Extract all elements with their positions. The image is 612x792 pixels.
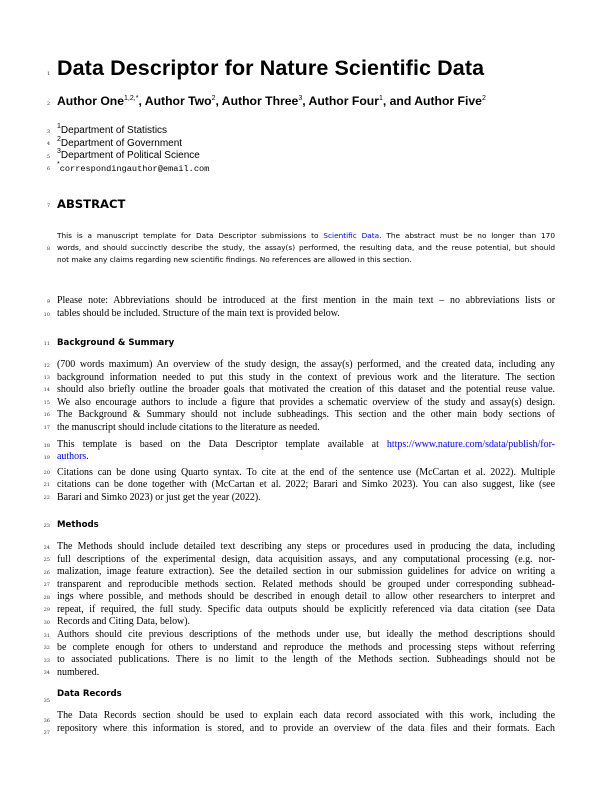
line-number: 2: [46, 101, 50, 107]
paragraph-line: should also briefly outline the broader goals that motivated the creation of this dataset and the potential reuse value.: [57, 384, 555, 395]
line-number: 33: [43, 658, 50, 664]
paragraph-line: [57, 439, 555, 450]
paragraph-line: full descriptions of the experimental design, data acquisition assays, and any computational processing (e.g. nor-: [57, 553, 555, 565]
line-number: 26: [43, 570, 50, 576]
line-number: 14: [43, 387, 50, 393]
paragraph-line: (700 words maximum) An overview of the study design, the assay(s) performed, and the created data, including any: [57, 359, 555, 370]
line-number: 3: [46, 129, 50, 135]
line-number: 12: [43, 363, 50, 369]
abstract-line: not make any claims regarding new scientific findings. No references are allowed in this section.: [57, 254, 412, 264]
author-affiliation-marker: 1: [378, 95, 383, 102]
affiliation-marker: *: [57, 160, 60, 168]
affiliation-text: Department of Government: [60, 137, 183, 149]
paragraph-line: be complete enough for others to understand and reproduce the methods and processing steps without referring: [57, 641, 555, 653]
line-number: 7: [46, 203, 50, 209]
line-number: 17: [43, 425, 50, 431]
scientific-data-link[interactable]: Scientific Data: [323, 231, 380, 240]
line-number: 31: [43, 633, 50, 639]
paragraph-text: .: [86, 451, 89, 462]
abstract-text: This is a manuscript template for Data Descriptor submissions to: [57, 231, 324, 240]
author-affiliation-marker: 2: [481, 95, 486, 102]
line-number: 9: [46, 299, 50, 305]
paragraph-line: [57, 451, 89, 462]
corresponding-email: [57, 160, 210, 174]
line-number: 27: [43, 582, 50, 588]
separator: , and: [382, 94, 415, 108]
line-number: 22: [43, 495, 50, 501]
line-number: 8: [46, 246, 50, 252]
author-name: Author Four: [308, 94, 379, 108]
paragraph-line: background information needed to put this study in the context of previous work and the literature. The section: [57, 371, 555, 383]
note-line: tables should be included. Structure of the main text is provided below.: [57, 308, 340, 319]
paragraph-line: We also encourage authors to include a figure that provides a schematic overview of the study and assay(s) design.: [57, 396, 555, 408]
line-number: 29: [43, 607, 50, 613]
separator: ,: [138, 94, 145, 108]
paper-title: Data Descriptor for Nature Scientific Data: [57, 56, 485, 80]
abstract-line: [57, 231, 555, 240]
line-number: 23: [43, 523, 50, 529]
line-number: 15: [43, 400, 50, 406]
affiliation: [57, 125, 167, 136]
author-affiliation-marker: 3: [298, 95, 303, 102]
line-number: 28: [43, 595, 50, 601]
line-number: 16: [43, 412, 50, 418]
line-number: 34: [43, 670, 50, 676]
line-number: 5: [46, 154, 50, 160]
paragraph-line: ings where possible, and methods should be described in enough detail to allow other researchers to interpret and: [57, 591, 555, 602]
line-number: 32: [43, 645, 50, 651]
line-number: 18: [43, 443, 50, 449]
author-name: Author Five: [414, 94, 482, 108]
separator: ,: [215, 94, 222, 108]
affiliation-text: Department of Statistics: [60, 125, 168, 136]
paragraph-line: repository where this information is stored, and to provide an overview of the data files and their formats. Each: [57, 722, 555, 734]
paragraph-line: Citations can be done using Quarto syntax. To cite at the end of the sentence use (McCartan et al. 2022). Multiple: [57, 466, 555, 478]
paragraph-line: repeat, if required, the full study. Specific data outputs should be explicitly referenced via data citation (see Data: [57, 603, 555, 615]
line-number: 24: [43, 545, 50, 551]
author-name: Author One: [57, 94, 125, 108]
line-number: 11: [43, 341, 50, 347]
affiliation-marker: 1: [57, 123, 61, 130]
paragraph-line: The Methods should include detailed text describing any steps or procedures used in producing the data, including: [57, 541, 555, 552]
section-heading-methods: Methods: [57, 520, 99, 530]
line-number: 36: [43, 718, 50, 724]
paragraph-line: The Background & Summary should not include subheadings. This section and the other main body sections of: [57, 409, 555, 420]
affiliation: [57, 135, 183, 149]
author-name: Author Two: [144, 94, 212, 108]
nature-template-link-continued[interactable]: authors: [57, 451, 87, 462]
author-list: [57, 94, 486, 108]
email-text: correspondingauthor@email.com: [59, 163, 210, 174]
section-heading-data-records: Data Records: [57, 689, 122, 699]
line-number: 4: [46, 141, 50, 147]
paragraph-line: Authors should cite previous descriptions of the methods under use, but ideally the method descriptions should: [57, 629, 555, 640]
affiliation-text: Department of Political Science: [60, 150, 200, 161]
line-number: 21: [43, 482, 50, 488]
paragraph-line: the manuscript should include citations to the literature as needed.: [57, 421, 320, 433]
paragraph-line: Barari and Simko 2023) or just get the year (2022).: [57, 491, 261, 503]
section-heading-background: Background & Summary: [57, 338, 175, 348]
paragraph-line: The Data Records section should be used to explain each data record associated with this work, including the: [57, 710, 555, 721]
line-number: 13: [43, 375, 50, 381]
affiliation-marker: 2: [57, 135, 61, 143]
line-number: 37: [43, 730, 50, 736]
author-name: Author Three: [221, 94, 299, 108]
line-number: 20: [43, 470, 50, 476]
line-number: 6: [46, 166, 50, 172]
author-affiliation-marker: 1,2,*: [124, 95, 139, 102]
line-number: 1: [46, 71, 50, 77]
paragraph-line: citations can be done together with (McCartan et al. 2022; Barari and Simko 2023). You can also suggest, like (see: [57, 479, 555, 490]
line-number: 35: [43, 698, 50, 704]
line-number: 19: [43, 455, 50, 461]
affiliation-marker: 3: [57, 148, 61, 155]
paragraph-line: Records and Citing Data, below).: [57, 616, 191, 627]
abstract-line: words, and should succinctly describe the study, the assay(s) performed, the resulting data, and the reuse potential, but should: [57, 243, 555, 252]
paragraph-line: to associated publications. There is no limit to the length of the Methods section. Subheadings should not be: [57, 654, 555, 665]
abstract-text: . The abstract must be no longer than 170: [379, 231, 555, 240]
nature-template-link[interactable]: https://www.nature.com/sdata/publish/for-: [386, 438, 555, 450]
paragraph-line: malization, image feature extraction). See the detailed section in our submission guidelines for advice on writing a: [57, 566, 555, 577]
line-number: 10: [43, 312, 50, 318]
separator: ,: [302, 94, 309, 108]
paragraph-line: transparent and reproducible methods section. Related methods should be grouped under corresponding subhead-: [57, 578, 555, 590]
author-affiliation-marker: 2: [211, 95, 216, 102]
note-line: Please note: Abbreviations should be introduced at the first mention in the main text – no abbreviations lists or: [57, 295, 555, 306]
abstract-heading: ABSTRACT: [57, 197, 126, 211]
affiliation: [57, 150, 200, 161]
paragraph-text: This template is based on the Data Descriptor template available at: [57, 438, 387, 450]
line-number: 25: [43, 557, 50, 563]
line-number: 30: [43, 620, 50, 626]
paragraph-line: numbered.: [57, 666, 100, 678]
